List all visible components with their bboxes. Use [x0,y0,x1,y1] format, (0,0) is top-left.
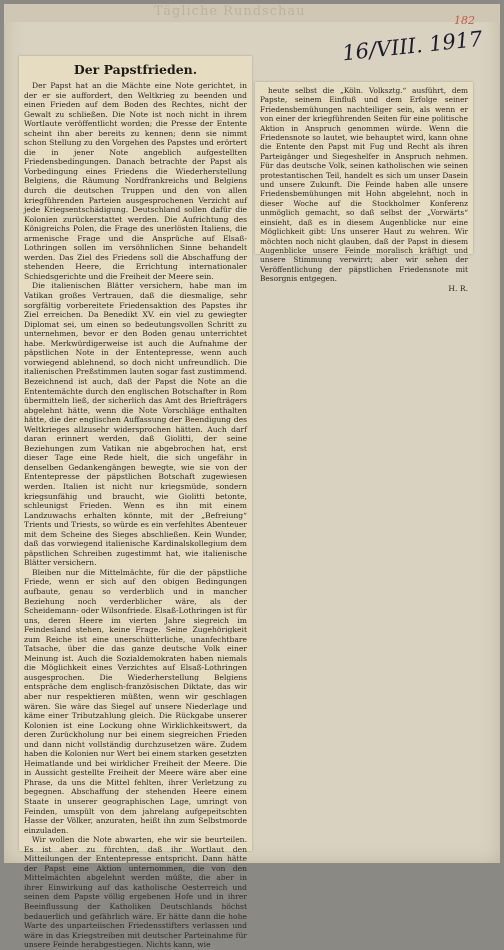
handwritten-date: 16/VIII. 1917 [341,26,484,66]
article-paragraph: Die italienischen Blätter versichern, habe man im Vatikan großes Vertrauen, daß die diesmalige, sehr sorgfältig vorbereitete Friedensaktion des Papstes ihr Ziel erreichen. Da Benedikt XV. ein viel zu gewiegter Diplomat sei, um einen so bedeutungsvollen Schritt zu unternehmen, bevor er den Boden genau unterrichtet habe. Merkwürdigerweise ist auch die Aufnahme der päpstlichen Note in der Ententepresse, wenn auch vorwiegend ablehnend, so doch nicht unfreundlich. Die italienischen Preßstimmen lauten sogar fast zustimmend. Bezeichnend ist auch, daß der Papst die Note an die Ententemächte durch den englischen Botschafter in Rom übermitteln ließ, der sicherlich das Amt des Briefträgers abgelehnt hätte, wenn die Note Vorschläge enthalten hätte, die der englischen Auffassung der Beendigung des Weltkrieges allzusehr widersprochen hätten. Auch darf daran erinnert werden, daß Giolitti, der seine Beziehungen zum Vatikan nie abgebrochen hat, erst dieser Tage eine Rede hielt, die sich ungefähr in denselben Gedankengängen bewegte, wie sie von der Ententepresse der päpstlichen Botschaft zugewiesen werden. Italien ist nicht nur kriegsmüde, sondern kriegsunfähig und braucht, wie Giolitti betonte, schleunigst Frieden. Wenn es ihn mit einem Landzuwachs erhalten könnte, mit der „Befreiung“ Trients und Triests, so würde es ein verfehltes Abenteuer mit dem Scheine des Sieges abschließen. Kein Wunder, daß das vorwiegend italienische Kardinalskollegium dem päpstlichen Schreiben zugestimmt hat, wie italienische Blätter versichern. [24,281,247,568]
author-signature: H. R. [448,283,468,293]
continuation-clipping [255,82,473,293]
article-title: Der Papstfrieden. [73,62,198,77]
article-paragraph: Der Papst hat an die Mächte eine Note gerichtet, in der er sie auffordert, den Weltkrieg zu beenden und einen Frieden auf dem Boden des Rechtes, nicht der Gewalt zu schließen. Die Note ist noch nicht in ihrem Wortlaute veröffentlicht worden; die Presse der Entente scheint ihn aber bereits zu kennen; denn sie nimmt schon Stellung zu den Vorgehen des Papstes und erörtert die in jener Note angeblich aufgestellten Friedensbedingungen. Danach betrachte der Papst als Vorbedingung eines Friedens die Wiederherstellung Belgiens, die Räumung Nordfrankreichs und Belgiens durch die deutschen Truppen und den von allen kriegführenden Parteien ausgesprochenen Verzicht auf jede Kriegsentschädigung. Deutschland sollen dafür die Kolonien zurückerstattet werden. Die Aufrichtung des Königreichs Polen, die Frage des unerlösten Italiens, die armenische Frage und die Ansprüche auf Elsaß-Lothringen sollen im versöhnlichen Sinne behandelt werden. Das Ziel des Friedens soll die Abschaffung der stehenden Heere, die Errichtung internationaler Schiedsgerichte und die Freiheit der Meere sein. [24,81,247,281]
article-paragraph: Bleiben nur die Mittelmächte, für die der päpstliche Friede, wenn er sich auf den obigen Bedingungen aufbaute, genau so verderblich und in mancher Beziehung noch verderblicher wäre, als der Scheidemann- oder Wilsonfriede. Elsaß-Lothringen ist für uns, deren Heere im vierten Jahre siegreich im Feindesland stehen, keine Frage. Seine Zugehörigkeit zum Reiche ist eine unerschütterliche, unanfechtbare Tatsache, über die das ganze deutsche Volk einer Meinung ist. Auch die Sozialdemokraten haben niemals die Möglichkeit eines Verzichtes auf Elsaß-Lothringen ausgesprochen. Die Wiederherstellung Belgiens entspräche dem englisch-französischen Diktate, das wir aber nur respektieren müßten, wenn wir geschlagen wären. Sie wäre das Siegel auf unsere Niederlage und käme einer Tributzahlung gleich. Die Rückgabe unserer Kolonien ist eine Lockung ohne Wirklichkeitswert, da deren Zurückholung nur bei einem siegreichen Frieden und dann nicht vollständig durchzusetzen wäre. Zudem haben die Kolonien nur Wert bei einem starken gesetzten Heimatlande und bei wirklicher Freiheit der Meere. Die in Aussicht gestellte Freiheit der Meere wäre aber eine Phrase, da uns die Mittel fehlten, ihrer Verletzung zu begegnen. Abschaffung der stehenden Heere einem Staate in unserer geographischen Lage, umringt von Feinden, umspült von dem jahrelang aufgepeitschten Hasse der Völker, anzuraten, heißt ihn zum Selbstmorde einzuladen. [24,567,247,835]
newspaper-masthead: Tägliche Rundschau [154,4,306,19]
archive-page-number: 182 [454,14,475,27]
article-clipping [19,56,252,950]
continuation-paragraph: heute selbst die „Köln. Volksztg.“ ausführt, dem Papste, seinem Einfluß und dem Erfolge seiner Friedensbemühungen nachteiliger sein, als wenn er von einer der kriegführenden Seiten für eine politische Aktion in Anspruch genommen würde. Wenn die Friedensnote so lautet, wie behauptet wird, kann ohne die Entente den Papst mit Fug und Recht als ihren Parteigänger und Siegeshelfer in Anspruch nehmen. Für das deutsche Volk, seinen katholischen wie seinen protestantischen Teil, handelt es sich um unser Dasein und unsere Zukunft. Die Feinde haben alle unsere Friedensbemühungen mit Hohn abgelehnt, noch in dieser Woche auf die Stockholmer Konferenz unmöglich gemacht, so daß selbst der „Vorwärts“ einsieht, daß es in diesem Augenblicke nur eine Möglichkeit gibt: Uns unserer Haut zu wehren. Wir möchten noch nicht glauben, daß der Papst in diesem Augenblicke unsere Feinde moralisch kräftigt und unsere Stimmung verwirrt; aber wir sehen der Veröffentlichung der päpstlichen Friedensnote mit Besorgnis entgegen. [260,86,468,284]
article-paragraph: Wir wollen die Note abwarten, ehe wir sie beurteilen. Es ist aber zu fürchten, daß ihr Wortlaut den Mitteilungen der Ententepresse entspricht. Dann hätte der Papst eine Aktion unternommen, die von den Mittelmächten abgelehnt werden müßte, die aber in ihrer Einwirkung auf das katholische Oesterreich und seinen dem Papste völlig ergebenen Hofe und in ihrer Beeinflussung der Katholiken Deutschlands höchst bedauerlich und gefährlich wäre. Er hätte dann die hohe Warte des unparteiischen Friedensstifters verlassen und wäre in das Kriegstreiben mit deutscher Parteinahme für unsere Feinde herabgestiegen. Nichts kann, wie [24,835,247,950]
